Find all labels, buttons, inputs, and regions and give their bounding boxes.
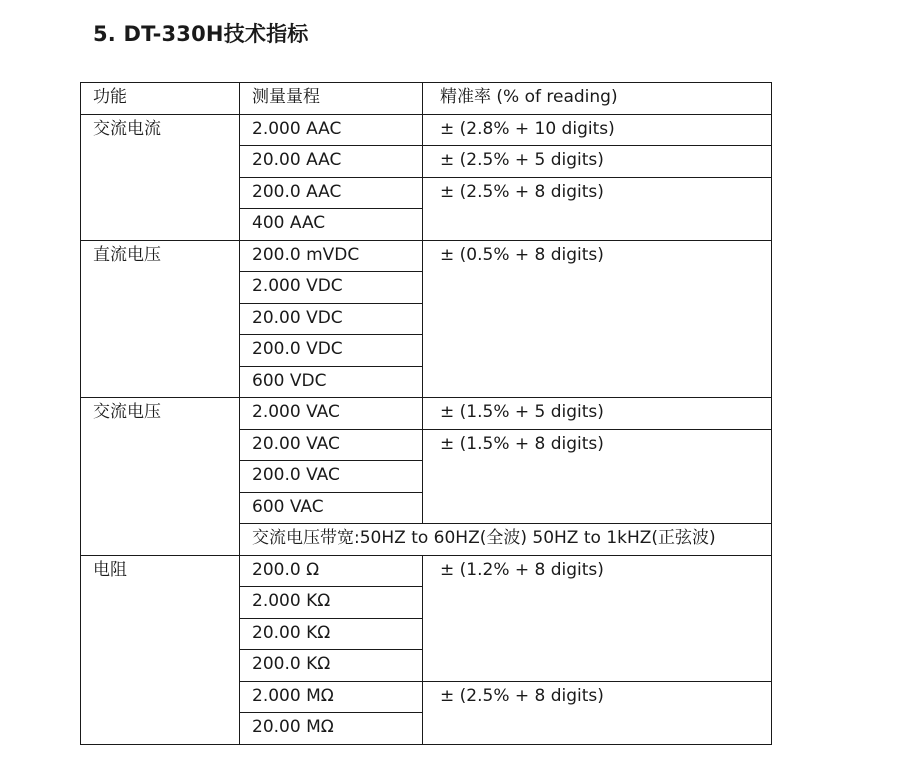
range-cell: 200.0 KΩ [240, 650, 423, 682]
range-cell: 200.0 Ω [240, 555, 423, 587]
header-accuracy: 精准率 (% of reading) [423, 83, 772, 115]
header-range: 测量量程 [240, 83, 423, 115]
spec-table [80, 82, 772, 745]
range-cell: 2.000 VAC [240, 398, 423, 430]
accuracy-cell: ± (1.2% + 8 digits) [423, 555, 772, 681]
function-cell: 直流电压 [81, 240, 240, 398]
function-cell: 电阻 [81, 555, 240, 744]
range-cell: 20.00 VAC [240, 429, 423, 461]
range-cell: 20.00 MΩ [240, 713, 423, 745]
range-cell: 200.0 mVDC [240, 240, 423, 272]
range-cell: 2.000 VDC [240, 272, 423, 304]
range-cell: 200.0 VDC [240, 335, 423, 367]
accuracy-cell: ± (2.5% + 8 digits) [423, 177, 772, 240]
accuracy-cell: ± (0.5% + 8 digits) [423, 240, 772, 398]
bandwidth-note: 交流电压带宽:50HZ to 60HZ(全波) 50HZ to 1kHZ(正弦波) [240, 524, 772, 556]
accuracy-cell: ± (1.5% + 8 digits) [423, 429, 772, 524]
section-title: 5. DT-330H技术指标 [93, 22, 309, 46]
accuracy-cell: ± (2.8% + 10 digits) [423, 114, 772, 146]
range-cell: 200.0 AAC [240, 177, 423, 209]
table-row [81, 240, 772, 272]
table-header-row [81, 83, 772, 115]
accuracy-cell: ± (2.5% + 8 digits) [423, 681, 772, 744]
table-row [81, 555, 772, 587]
function-cell: 交流电流 [81, 114, 240, 240]
range-cell: 600 VDC [240, 366, 423, 398]
range-cell: 400 AAC [240, 209, 423, 241]
range-cell: 600 VAC [240, 492, 423, 524]
range-cell: 2.000 KΩ [240, 587, 423, 619]
range-cell: 2.000 AAC [240, 114, 423, 146]
range-cell: 20.00 VDC [240, 303, 423, 335]
range-cell: 200.0 VAC [240, 461, 423, 493]
table-row [81, 398, 772, 430]
range-cell: 20.00 AAC [240, 146, 423, 178]
header-function: 功能 [81, 83, 240, 115]
table-row [81, 114, 772, 146]
range-cell: 2.000 MΩ [240, 681, 423, 713]
accuracy-cell: ± (2.5% + 5 digits) [423, 146, 772, 178]
range-cell: 20.00 KΩ [240, 618, 423, 650]
function-cell: 交流电压 [81, 398, 240, 556]
accuracy-cell: ± (1.5% + 5 digits) [423, 398, 772, 430]
